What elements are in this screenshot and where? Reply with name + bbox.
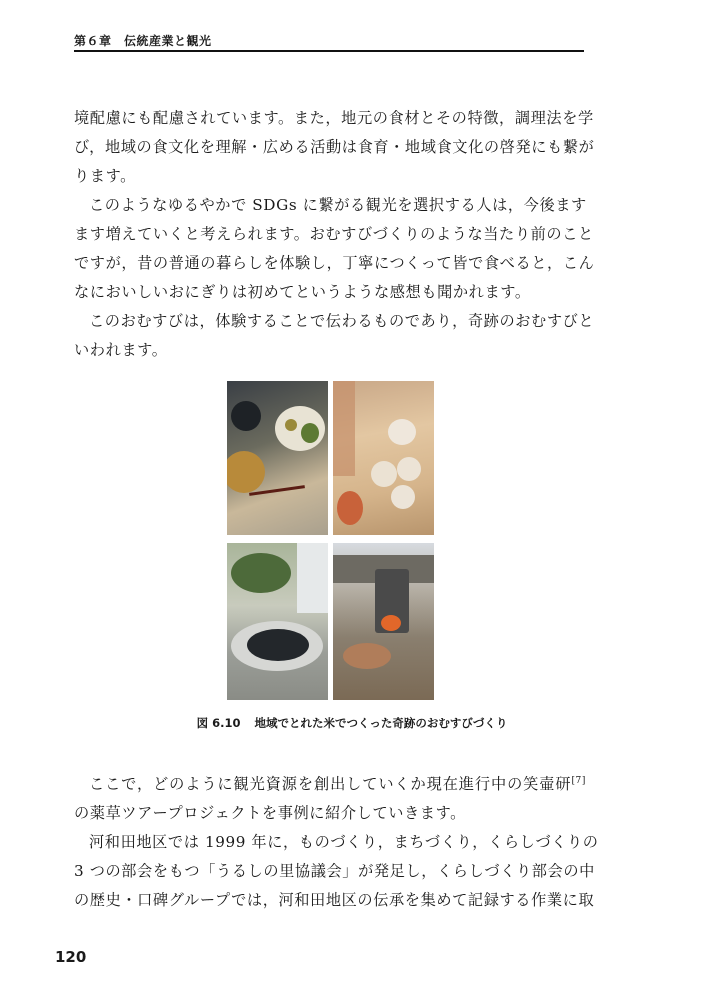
rice-ball-shape [391,485,415,509]
rice-ball-shape [397,457,421,481]
chapter-title: 第６章 伝統産業と観光 [74,34,212,48]
text-line [74,770,586,799]
text-line: このおむすびは，体験することで伝わるものであり，奇跡のおむすびと [89,312,595,330]
rice-ball-shape [388,419,416,445]
text-line: の歴史・口碑グループでは，河和田地区の伝承を集めて記録する作業に取 [74,891,595,909]
text-line: の薬草ツアープロジェクトを事例に紹介していきます。 [74,804,466,822]
running-head [74,30,584,52]
window-shape [297,543,328,613]
figure-photos [227,381,434,700]
text-line: いわれます。 [74,341,168,359]
nori-rice-ball-shape [231,401,261,431]
text-line: 3 つの部会をもつ「うるしの里協議会」が発足し，くらしづくり部会の中 [74,862,595,880]
page-number: 120 [55,948,87,966]
photo-rice-balls-window [227,543,328,700]
figure-caption-text: 地域でとれた米でつくった奇跡のおむすびづくり [254,716,508,730]
food-shape [285,419,297,431]
photo-meal-tray [227,381,328,535]
paragraph-1 [74,104,595,191]
photo-outdoor-stove [333,543,434,700]
paragraph-4 [74,770,586,828]
arm-shape [333,381,355,476]
text-line: ます増えていくと考えられます。おむすびづくりのような当たり前のこと [74,225,594,243]
text-line: ります。 [74,167,136,185]
fire-shape [381,615,401,631]
soup-bowl-shape [227,451,265,493]
text-line: ですが，昔の普通の暮らしを体験し，丁寧につくって皆で食べると，こん [74,254,595,272]
pickles-shape [337,491,363,525]
figure-caption [0,715,704,731]
text-line: び，地域の食文化を理解・広める活動は食育・地域食文化の啓発にも繋が [74,138,595,156]
figure-number: 図 6.10 [196,716,241,730]
text-line: このようなゆるやかで SDGs に繋がる観光を選択する人は，今後ます [89,196,587,214]
rice-ball-shape [371,461,397,487]
text-line: 河和田地区では 1999 年に，ものづくり，まちづくり，くらしづくりの [89,833,599,851]
photo-rice-balls-board [333,381,434,535]
paragraph-5 [74,828,599,915]
text-segment: ここで，どのように観光資源を創出していくか現在進行中の笑壷研 [89,775,572,793]
paragraph-2 [74,191,595,307]
text-line: 境配慮にも配慮されています。また，地元の食材とその特徴，調理法を学 [74,109,594,127]
food-shape [301,423,319,443]
tree-shape [231,553,291,593]
nori-rice-balls-shape [247,629,309,661]
reference-mark: [7] [571,775,586,786]
paragraph-3 [74,307,595,365]
text-line: なにおいしいおにぎりは初めてというような感想も聞かれます。 [74,283,531,301]
leaves-shape [343,643,391,669]
